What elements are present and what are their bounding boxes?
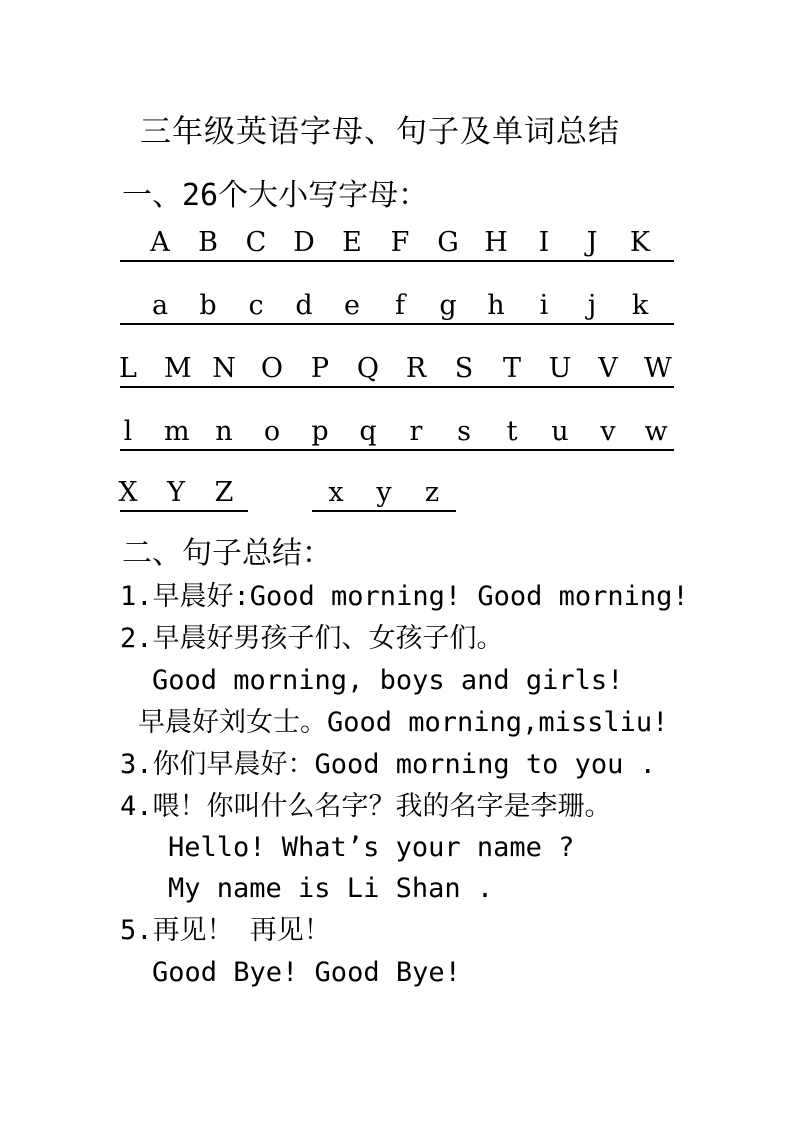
sentence-line: 5.再见！ 再见！ — [120, 915, 331, 946]
alphabet-letter: w — [644, 416, 668, 447]
document-title: 三年级英语字母、句子及单词总结 — [140, 114, 620, 150]
alphabet-letter: T — [502, 353, 521, 384]
uppercase-row-a-k — [120, 220, 674, 262]
alphabet-letter: t — [506, 416, 518, 447]
alphabet-letter: D — [293, 227, 315, 258]
alphabet-letter: v — [600, 416, 616, 447]
section-heading-alphabet: 一、26个大小写字母： — [122, 178, 429, 213]
alphabet-letter: j — [587, 290, 597, 321]
sentence-line: Good morning, boys and girls! — [152, 665, 624, 696]
alphabet-letter: F — [390, 227, 410, 258]
sentence-line: My name is Li Shan . — [168, 873, 494, 904]
alphabet-letter: Q — [356, 353, 380, 384]
alphabet-letter: I — [538, 227, 550, 258]
lowercase-row-a-k — [120, 283, 674, 325]
alphabet-letter: u — [551, 416, 569, 447]
alphabet-letter: O — [260, 353, 284, 384]
alphabet-letter: G — [437, 227, 459, 258]
alphabet-letter: p — [311, 416, 329, 447]
alphabet-letter: W — [644, 353, 672, 384]
alphabet-letter: l — [123, 416, 133, 447]
alphabet-letter: o — [263, 416, 281, 447]
alphabet-letter: d — [295, 290, 313, 321]
lowercase-row-x-z — [312, 470, 456, 512]
alphabet-letter: x — [328, 477, 344, 508]
alphabet-letter: H — [484, 227, 508, 258]
alphabet-letter: Z — [214, 477, 234, 508]
sentence-line: Good Bye! Good Bye! — [152, 957, 461, 988]
alphabet-letter: n — [215, 416, 233, 447]
alphabet-letter: Y — [167, 477, 185, 508]
alphabet-letter: s — [457, 416, 471, 447]
alphabet-letter: M — [164, 353, 192, 384]
alphabet-letter: S — [454, 353, 474, 384]
alphabet-letter: a — [151, 290, 169, 321]
alphabet-letter: R — [405, 353, 427, 384]
alphabet-letter: U — [548, 353, 572, 384]
uppercase-row-l-w — [120, 346, 674, 388]
alphabet-letter: A — [150, 227, 170, 258]
alphabet-letter: b — [199, 290, 217, 321]
sentence-line: 早晨好刘女士。Good morning,missliu! — [138, 707, 669, 738]
alphabet-letter: C — [245, 227, 267, 258]
alphabet-letter: f — [395, 290, 405, 321]
sentence-line: 2.早晨好男孩子们、女孩子们。 — [120, 623, 504, 654]
alphabet-letter: g — [439, 290, 457, 321]
sentence-line: 1.早晨好:Good morning! Good morning! — [120, 581, 689, 612]
alphabet-letter: L — [119, 353, 137, 384]
sentence-line: 3.你们早晨好：Good morning to you . — [120, 749, 656, 780]
section-heading-sentences: 二、句子总结： — [122, 536, 332, 571]
alphabet-letter: z — [424, 477, 440, 508]
sentence-line: Hello! What’s your name ? — [168, 832, 575, 863]
alphabet-letter: X — [118, 477, 138, 508]
alphabet-letter: P — [310, 353, 330, 384]
sentence-line: 4.喂！你叫什么名字？我的名字是李珊。 — [120, 791, 612, 822]
alphabet-letter: K — [629, 227, 651, 258]
alphabet-letter: N — [212, 353, 236, 384]
alphabet-letter: h — [487, 290, 505, 321]
alphabet-letter: E — [342, 227, 362, 258]
alphabet-letter: r — [409, 416, 423, 447]
alphabet-letter: q — [359, 416, 377, 447]
alphabet-letter: c — [248, 290, 264, 321]
alphabet-letter: J — [586, 227, 598, 258]
alphabet-letter: B — [198, 227, 218, 258]
alphabet-letter: y — [376, 477, 392, 508]
alphabet-letter: V — [598, 353, 618, 384]
alphabet-letter: m — [164, 416, 190, 447]
alphabet-letter: k — [631, 290, 649, 321]
alphabet-letter: i — [539, 290, 549, 321]
lowercase-row-l-w — [120, 409, 674, 451]
uppercase-row-x-z — [120, 470, 248, 512]
alphabet-letter: e — [344, 290, 360, 321]
